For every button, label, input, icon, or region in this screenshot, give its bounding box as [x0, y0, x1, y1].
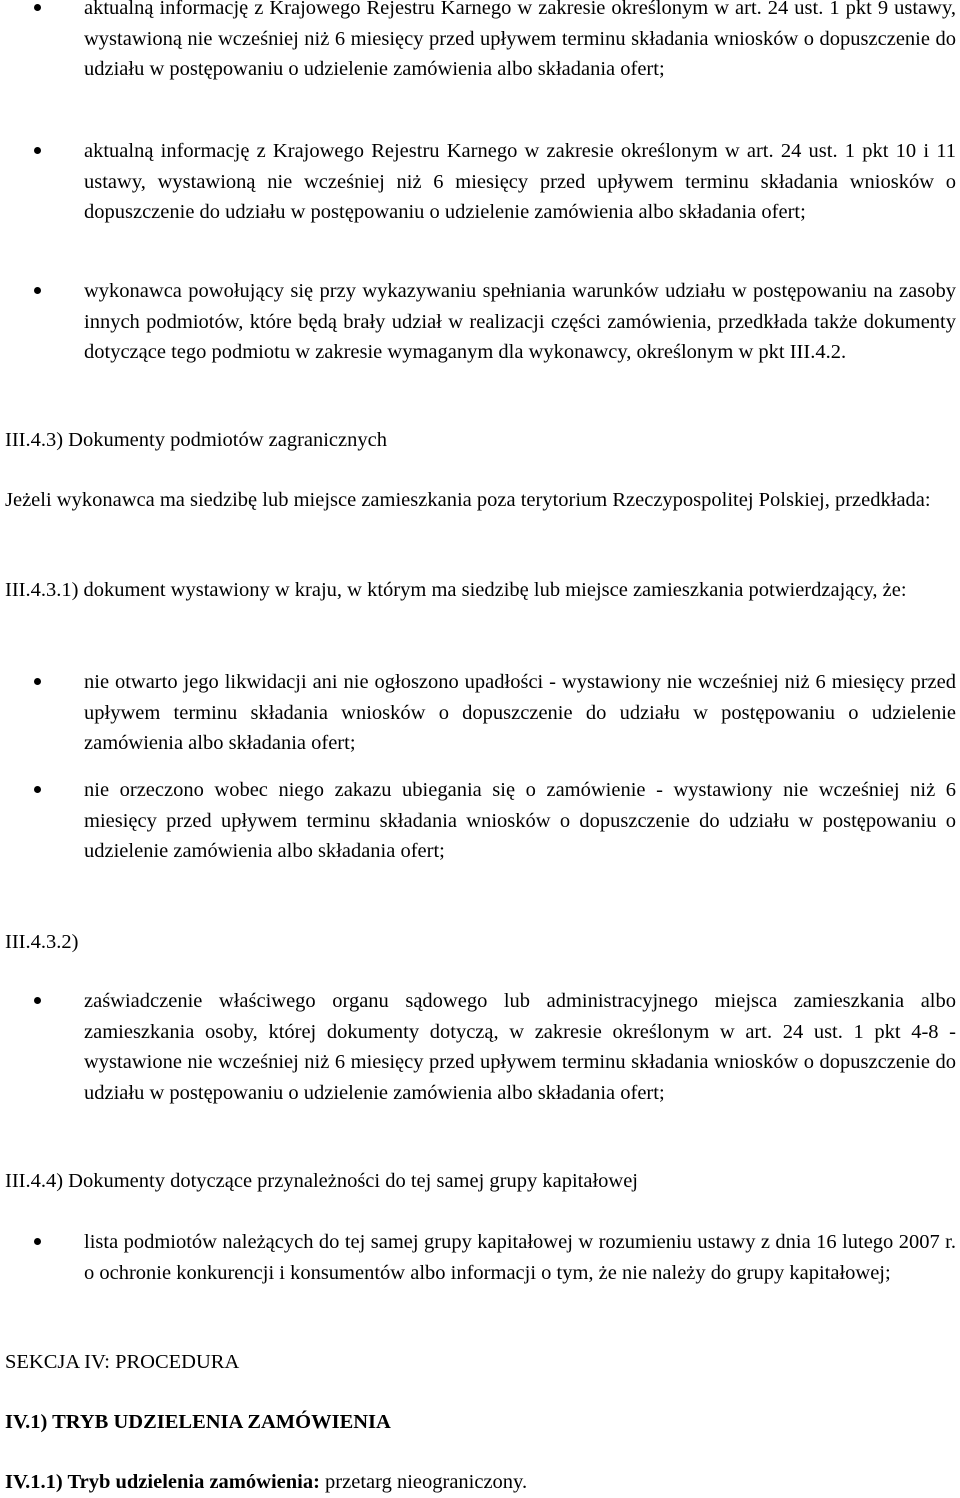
paragraph-intro-podmioty-zagraniczne: Jeżeli wykonawca ma siedzibę lub miejsce zamieszkania poza terytorium Rzeczypospolitej Polskiej, przedkłada:: [5, 489, 931, 511]
heading-iv-1-1-value: przetarg nieograniczony.: [319, 1471, 528, 1493]
bullet-item-zasoby-innych-podmiotow: wykonawca powołujący się przy wykazywaniu spełniania warunków udziału w postępowaniu na zasoby innych podmiotów, które będą brały udział w realizacji części zamówienia, przedkłada także dokumenty dotyczące tego podmiotu w zakresie wymaganym dla wykonawcy, określonym w pkt III.4.2.: [84, 276, 956, 368]
heading-iv-1-1: [5, 1467, 956, 1498]
bullet-item-zaswiadczenie-organu: zaświadczenie właściwego organu sądowego lub administracyjnego miejsca zamieszkania albo zamieszkania osoby, której dokumenty dotyczą, w zakresie określonym w art. 24 ust. 1 pkt 4-8 - wystawione nie wcześniej niż 6 miesięcy przed upływem terminu składania wniosków o dopuszczenie do udziału w postępowaniu o udzielenie zamówienia albo składania ofert;: [84, 986, 956, 1108]
heading-iii-4-3: III.4.3) Dokumenty podmiotów zagranicznych: [5, 429, 387, 451]
paragraph-iii-4-3-1: III.4.3.1) dokument wystawiony w kraju, w którym ma siedzibę lub miejsce zamieszkania potwierdzający, że:: [5, 579, 907, 601]
bullet-item-likwidacja-upadlosc: nie otwarto jego likwidacji ani nie ogłoszono upadłości - wystawiony nie wcześniej niż 6 miesięcy przed upływem terminu składania wniosków o dopuszczenie do udziału w postępowaniu o udzielenie zamówienia albo składania ofert;: [84, 667, 956, 759]
heading-iv-1: IV.1) TRYB UDZIELENIA ZAMÓWIENIA: [5, 1411, 391, 1433]
heading-sekcja-iv: SEKCJA IV: PROCEDURA: [5, 1351, 240, 1373]
bullet-item-lista-grupy-kapitalowej: lista podmiotów należących do tej samej grupy kapitałowej w rozumieniu ustawy z dnia 16 lutego 2007 r. o ochronie konkurencji i konsumentów albo informacji o tym, że nie należy do grupy kapitałowej;: [84, 1227, 956, 1288]
heading-iii-4-4: III.4.4) Dokumenty dotyczące przynależności do tej samej grupy kapitałowej: [5, 1170, 638, 1192]
bullet-item-zakaz-ubiegania: nie orzeczono wobec niego zakazu ubiegania się o zamówienie - wystawiony nie wcześniej niż 6 miesięcy przed upływem terminu składania wniosków o dopuszczenie do udziału w postępowaniu o udzielenie zamówienia albo składania ofert;: [84, 775, 956, 867]
paragraph-iii-4-3-2: III.4.3.2): [5, 931, 79, 953]
bullet-item-krk-pkt9: aktualną informację z Krajowego Rejestru Karnego w zakresie określonym w art. 24 ust. 1 pkt 9 ustawy, wystawioną nie wcześniej niż 6 miesięcy przed upływem terminu składania wniosków o dopuszczenie do udziału w postępowaniu o udzielenie zamówienia albo składania ofert;: [84, 0, 956, 85]
bullet-item-krk-pkt10-11: aktualną informację z Krajowego Rejestru Karnego w zakresie określonym w art. 24 ust. 1 pkt 10 i 11 ustawy, wystawioną nie wcześniej niż 6 miesięcy przed upływem terminu składania wniosków o dopuszczenie do udziału w postępowaniu o udzielenie zamówienia albo składania ofert;: [84, 136, 956, 228]
heading-iv-1-1-label: IV.1.1) Tryb udzielenia zamówienia:: [5, 1471, 320, 1493]
